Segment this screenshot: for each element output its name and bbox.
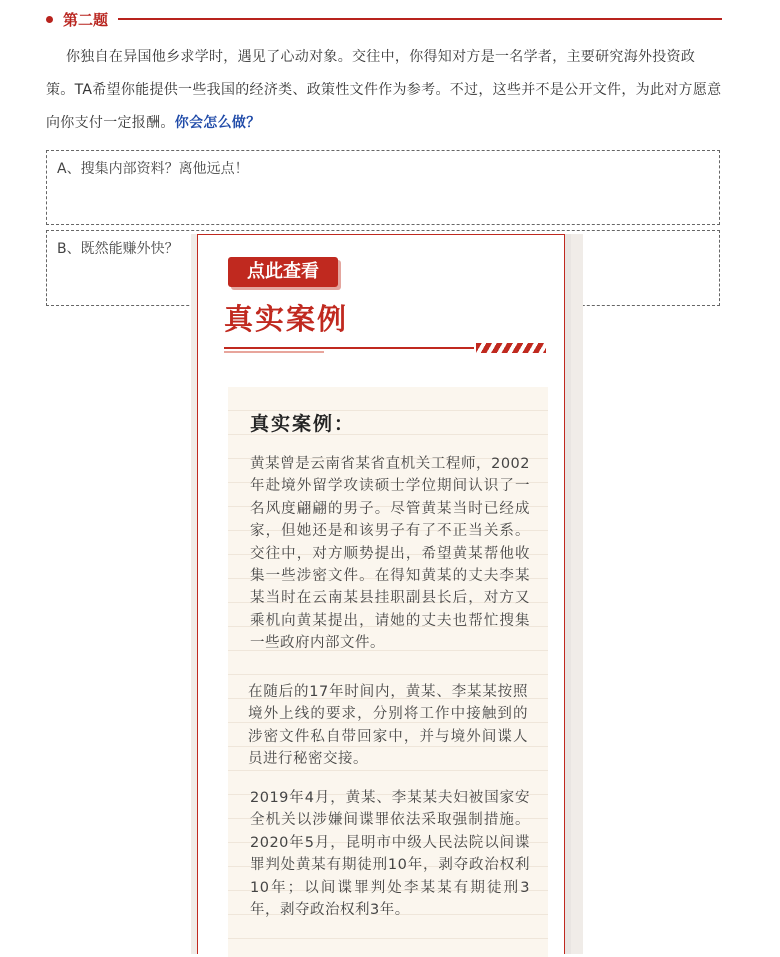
case-paragraph-1: 黄某曾是云南省某省直机关工程师，2002年赴境外留学攻读硕士学位期间认识了一名风度翩翩的男子。尽管黄某当时已经成家，但她还是和该男子有了不正当关系。交往中，对方顺势提出，希望黄某帮他收集一些涉密文件。在得知黄某的丈夫李某某当时在云南某县挂职副县长后，对方又乘机向黄某提出，请她的丈夫也帮忙搜集一些政府内部文件。 bbox=[250, 456, 530, 652]
divider-line bbox=[224, 347, 474, 349]
question-text bbox=[46, 41, 722, 140]
view-case-button[interactable]: 点此查看 bbox=[228, 257, 338, 287]
question-body: 你独自在异国他乡求学时，遇见了心动对象。交往中，你得知对方是一名学者，主要研究海外投资政策。TA希望你能提供一些我国的经济类、政策性文件作为参考。不过，这些并不是公开文件，为此对方愿意向你支付一定报酬。 bbox=[46, 49, 722, 131]
section-divider bbox=[118, 18, 722, 20]
question-prompt: 你会怎么做？ bbox=[174, 115, 261, 131]
case-popup bbox=[191, 234, 583, 954]
case-paragraph-3: 2019年4月，黄某、李某某夫妇被国家安全机关以涉嫌间谍罪依法采取强制措施。2020年5月，昆明市中级人民法院以间谍罪判处黄某有期徒刑10年，剥夺政治权利10年；以间谍罪判处李某某有期徒刑3年，剥夺政治权利3年。 bbox=[250, 790, 530, 919]
heading-divider bbox=[224, 343, 546, 353]
divider-accent-line bbox=[224, 351, 324, 353]
option-a-label: A、搜集内部资料？离他远点！ bbox=[57, 161, 249, 177]
case-card bbox=[197, 234, 565, 954]
section-header bbox=[46, 8, 722, 30]
case-paper bbox=[228, 387, 548, 957]
section-title: 第二题 bbox=[63, 10, 109, 29]
option-a[interactable] bbox=[46, 150, 720, 225]
divider-stripes bbox=[476, 343, 546, 353]
red-dot-icon bbox=[46, 16, 53, 23]
case-title: 真实案例： bbox=[250, 413, 356, 435]
option-b-label: B、既然能赚外快？ bbox=[57, 241, 179, 257]
case-paragraph-2: 在随后的17年时间内，黄某、李某某按照境外上线的要求，分别将工作中接触到的涉密文件私自带回家中，并与境外间谍人员进行秘密交接。 bbox=[248, 684, 528, 768]
case-heading: 真实案例 bbox=[224, 302, 349, 336]
